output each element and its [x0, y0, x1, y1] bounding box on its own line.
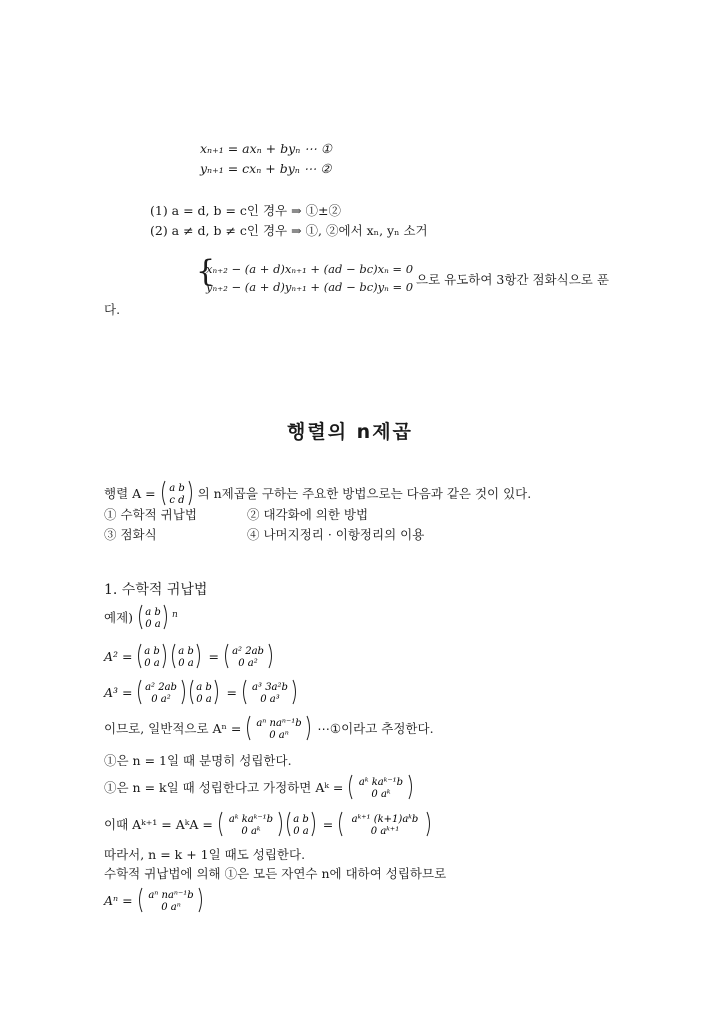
system-eq1: xₙ₊₂ − (a + d)xₙ₊₁ + (ad − bc)xₙ = 0 [206, 262, 414, 276]
therefore-line: 따라서, n = k + 1일 때도 성립한다. [104, 847, 306, 862]
final-matrix [137, 886, 205, 914]
case-2: (2) a ≠ d, b ≠ c인 경우 ⇒ ①, ②에서 xₙ, yₙ 소거 [150, 223, 428, 238]
system-brace: { [196, 254, 216, 289]
a2-lhs: A² = [104, 649, 133, 664]
a3-matrix-1 [136, 678, 188, 706]
step-result-matrix [337, 810, 433, 838]
induction-heading: 1. 수학적 귀납법 [104, 582, 208, 598]
a2-result-row2: 0 a² [238, 658, 258, 669]
intro-matrix-row1: a b [168, 483, 185, 494]
a3-matrix-2-row2: 0 a [196, 694, 213, 705]
a3-lhs: A³ = [104, 685, 133, 700]
example-line [104, 603, 178, 634]
a2-line [104, 642, 275, 673]
a2-matrix-2-row1: a b [178, 646, 195, 657]
recurrence-eq1: xₙ₊₁ = axₙ + byₙ ⋯ ① [200, 141, 332, 156]
example-matrix [137, 603, 171, 634]
intro-matrix-svg [160, 480, 194, 506]
a3-eq: = [226, 685, 237, 700]
step-matrix-2-row2: 0 a [293, 826, 309, 837]
a2-matrix-2-row2: 0 a [178, 658, 195, 669]
a3-result-matrix [241, 678, 299, 706]
example-power: n [172, 609, 178, 620]
example-matrix-row1: a b [145, 607, 161, 618]
hypothesis-matrix-row1: aᵏ kaᵏ⁻¹b [359, 777, 404, 788]
step-matrix-2-row1: a b [293, 814, 309, 825]
a2-eq: = [208, 649, 219, 664]
method-1: ① 수학적 귀납법 [104, 507, 197, 522]
method-2: ② 대각화에 의한 방법 [247, 507, 369, 522]
guess-matrix-row2: 0 aⁿ [269, 730, 290, 741]
step-matrix-1-row1: aᵏ kaᵏ⁻¹b [228, 814, 273, 825]
a2-matrix-1-row1: a b [144, 646, 161, 657]
hypothesis-line [104, 773, 415, 804]
hypothesis-matrix [347, 773, 415, 801]
step-matrix-1-row2: 0 aᵏ [241, 826, 261, 837]
guess-matrix-row1: aⁿ naⁿ⁻¹b [256, 718, 303, 729]
step-result-row2: 0 aᵏ⁺¹ [371, 826, 400, 837]
method-3: ③ 점화식 [104, 527, 157, 542]
conclusion-line: 수학적 귀납법에 의해 ①은 모든 자연수 n에 대하여 성립하므로 [104, 866, 447, 881]
recurrence-eq2: yₙ₊₁ = cxₙ + byₙ ⋯ ② [200, 161, 332, 176]
intro-matrix-row2: c d [169, 495, 185, 506]
a2-matrix-1 [136, 642, 170, 670]
a3-matrix-1-row2: 0 a² [151, 694, 172, 705]
a3-matrix-1-row1: a² 2ab [145, 682, 178, 693]
a2-matrix-2 [170, 642, 204, 670]
intro-text-a: 행렬 A = [104, 486, 156, 501]
step-eq: = [322, 817, 334, 832]
example-matrix-row2: 0 a [145, 619, 161, 630]
example-label: 예제) [104, 610, 134, 625]
final-lhs: Aⁿ = [104, 893, 133, 908]
system-tail-text: 으로 유도하여 3항간 점화식으로 푼 [416, 272, 609, 287]
a3-line [104, 678, 299, 709]
section-title: 행렬의 n제곱 [287, 421, 413, 443]
hypothesis-text: ①은 n = k일 때 성립한다고 가정하면 Aᵏ = [104, 780, 344, 795]
example-matrix-svg [137, 603, 171, 631]
final-matrix-row1: aⁿ naⁿ⁻¹b [147, 890, 194, 901]
step-result-row1: aᵏ⁺¹ (k+1)aᵏb [351, 814, 419, 825]
guess-text-b: ⋯①이라고 추정한다. [317, 721, 434, 736]
intro-text-b: 의 n제곱을 구하는 주요한 방법으로는 다음과 같은 것이 있다. [197, 486, 532, 501]
a2-result-row1: a² 2ab [232, 646, 264, 657]
step-matrix-1 [217, 810, 285, 838]
base-case: ①은 n = 1일 때 분명히 성립한다. [104, 753, 292, 768]
a3-result-row2: 0 a³ [260, 694, 280, 705]
system-eq2: yₙ₊₂ − (a + d)yₙ₊₁ + (ad − bc)yₙ = 0 [206, 280, 414, 294]
method-4: ④ 나머지정리 · 이항정리의 이용 [247, 527, 425, 542]
final-matrix-row2: 0 aⁿ [160, 902, 181, 913]
guess-text-a: 이므로, 일반적으로 Aⁿ = [104, 721, 242, 736]
step-text: 이때 Aᵏ⁺¹ = AᵏA = [104, 817, 213, 832]
a3-matrix-2-row1: a b [196, 682, 213, 693]
a3-result-row1: a³ 3a²b [251, 682, 288, 693]
step-line [104, 810, 433, 841]
step-matrix-2 [285, 810, 319, 838]
a2-result-matrix [223, 642, 275, 670]
a3-matrix-2 [188, 678, 222, 706]
a2-matrix-1-row2: 0 a [144, 658, 161, 669]
guess-line [104, 714, 434, 745]
guess-matrix [245, 714, 313, 742]
system-wrap-text: 다. [104, 302, 121, 317]
hypothesis-matrix-row2: 0 aᵏ [371, 789, 391, 800]
case-1: (1) a = d, b = c인 경우 ⇒ ①±② [150, 203, 342, 218]
final-line [104, 886, 205, 917]
